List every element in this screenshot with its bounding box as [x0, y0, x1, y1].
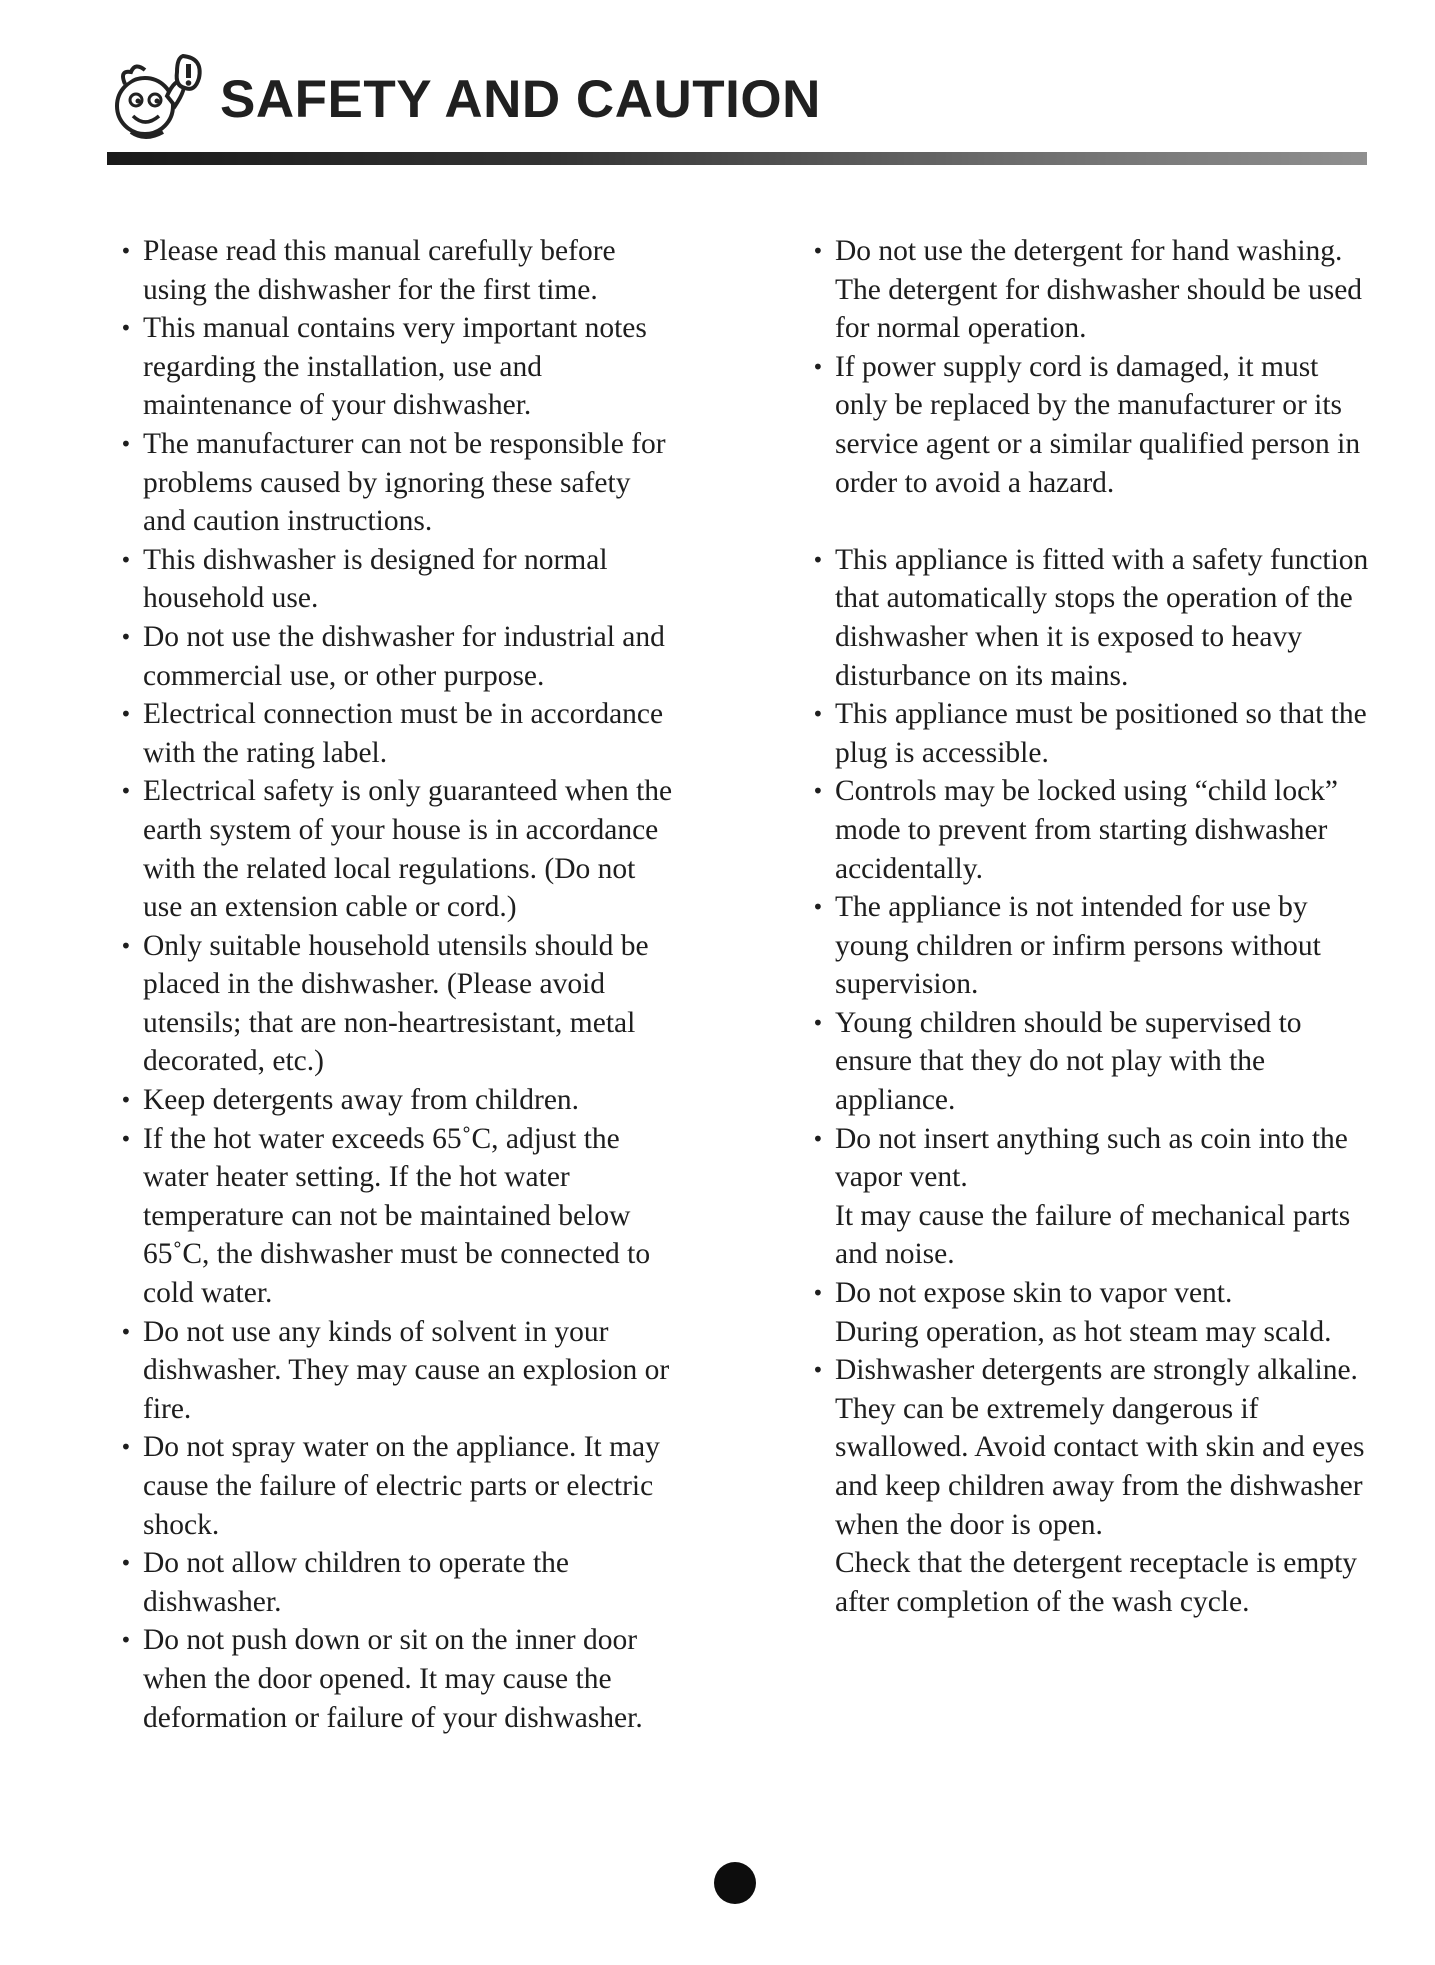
bullet-icon: • [812, 354, 824, 379]
bullet-icon: • [120, 1551, 132, 1576]
bullet-icon: • [812, 1281, 824, 1306]
safety-note-item [812, 888, 1372, 1004]
bullet-icon: • [120, 316, 132, 341]
safety-note-item [812, 1351, 1372, 1621]
bullet-icon: • [812, 239, 824, 263]
bullet-icon: • [120, 547, 132, 572]
safety-note-item [812, 1004, 1372, 1120]
safety-note-item [120, 1120, 680, 1313]
bullet-icon: • [120, 1319, 132, 1344]
safety-note-text: Do not use the dishwasher for industrial and commercial use, or other purpose. [143, 620, 665, 692]
safety-note-item [120, 695, 680, 772]
bullet-icon: • [812, 1126, 824, 1151]
left-column [120, 232, 680, 1737]
safety-note-text: This appliance must be positioned so that the plug is accessible. [835, 698, 1367, 769]
page-title: SAFETY AND CAUTION [220, 70, 821, 129]
bullet-icon: • [120, 431, 132, 456]
safety-note-text: The appliance is not intended for use by young children or infirm persons without supervision. [835, 891, 1321, 1001]
safety-note-text: Do not allow children to operate the dishwasher. [143, 1547, 569, 1618]
safety-note-text: Only suitable household utensils should be placed in the dishwasher. (Please avoid utensils; that are non-heartresistant, metal decorated, etc.) [143, 929, 649, 1078]
safety-note-detail: It may cause the failure of mechanical parts and noise. [835, 1199, 1351, 1271]
bullet-icon: • [812, 1010, 824, 1035]
safety-note-text: Do not spray water on the appliance. It may cause the failure of electric parts or electric shock. [143, 1431, 660, 1541]
safety-note-item [812, 772, 1372, 888]
bullet-icon: • [120, 779, 132, 804]
safety-note-item [120, 309, 680, 425]
safety-note-item [812, 1120, 1372, 1274]
safety-note-text: Young children should be supervised to ensure that they do not play with the appliance. [835, 1006, 1302, 1117]
title-divider [107, 152, 1367, 165]
left-safety-list [120, 232, 680, 1737]
safety-note-detail: The detergent for dishwasher should be used for normal operation. [835, 273, 1363, 345]
safety-note-text: Dishwasher detergents are strongly alkaline. They can be extremely dangerous if swallowed. Avoid contact with skin and eyes and keep children away from the dishwasher when the door is open. [835, 1354, 1365, 1541]
bullet-icon: • [120, 1628, 132, 1653]
safety-note-text: Do not insert anything such as coin into the vapor vent. [835, 1122, 1348, 1194]
safety-note-item [812, 1274, 1372, 1351]
safety-note-text: Do not use any kinds of solvent in your dishwasher. They may cause an explosion or fire. [143, 1315, 670, 1425]
safety-note-item [120, 1081, 680, 1120]
page-number-dot [714, 1862, 756, 1904]
bullet-icon: • [120, 1088, 132, 1113]
safety-note-text: The manufacturer can not be responsible for problems caused by ignoring these safety and caution instructions. [143, 427, 666, 538]
bullet-icon: • [120, 1435, 132, 1460]
bullet-icon: • [120, 702, 132, 727]
safety-note-text: If the hot water exceeds 65˚C, adjust the water heater setting. If the hot water temperature can not be maintained below 65˚C, the dishwasher must be connected to cold water. [143, 1122, 651, 1310]
bullet-icon: • [120, 239, 132, 263]
bullet-icon: • [812, 702, 824, 727]
bullet-icon: • [812, 547, 824, 572]
safety-note-item [120, 1544, 680, 1621]
safety-note-text: Controls may be locked using “child lock” mode to prevent from starting dishwasher accidentally. [835, 775, 1339, 885]
safety-note-text: Keep detergents away from children. [143, 1084, 580, 1117]
right-column [812, 232, 1372, 1621]
safety-note-item [812, 541, 1372, 695]
safety-note-item [812, 695, 1372, 772]
safety-note-text: This manual contains very important notes regarding the installation, use and maintenance of your dishwasher. [143, 312, 647, 422]
bullet-icon: • [812, 1358, 824, 1383]
safety-note-text: Do not push down or sit on the inner door when the door opened. It may cause the deformation or failure of your dishwasher. [143, 1624, 643, 1734]
right-safety-list [812, 232, 1372, 1621]
safety-note-text: Electrical safety is only guaranteed when the earth system of your house is in accordance with the related local regulations. (Do not use an extension cable or cord.) [143, 775, 673, 924]
bullet-icon: • [120, 624, 132, 649]
safety-note-text: This appliance is fitted with a safety function that automatically stops the operation of the dishwasher when it is exposed to heavy disturbance on its mains. [835, 543, 1369, 692]
cartoon-mascot-warning-icon [105, 48, 210, 143]
page-header [105, 48, 1365, 138]
safety-note-item [120, 1621, 680, 1737]
safety-note-item [120, 772, 680, 926]
safety-note-text: This dishwasher is designed for normal household use. [143, 543, 608, 615]
safety-note-text: Do not use the detergent for hand washing. [835, 235, 1343, 267]
safety-note-text: If power supply cord is damaged, it must only be replaced by the manufacturer or its service agent or a similar qualified person in order to avoid a hazard. [835, 350, 1361, 499]
safety-note-item [120, 618, 680, 695]
safety-note-detail: Check that the detergent receptacle is empty after completion of the wash cycle. [835, 1547, 1358, 1618]
bullet-icon: • [812, 895, 824, 920]
safety-note-text: Electrical connection must be in accordance with the rating label. [143, 698, 664, 769]
safety-note-item [120, 541, 680, 618]
safety-note-text: Please read this manual carefully before using the dishwasher for the first time. [143, 235, 616, 306]
bullet-icon: • [812, 779, 824, 804]
safety-note-item [812, 348, 1372, 502]
safety-note-item [120, 232, 680, 309]
bullet-icon: • [120, 1126, 132, 1151]
safety-note-item [812, 232, 1372, 348]
safety-note-item [120, 425, 680, 541]
safety-note-item [120, 927, 680, 1081]
safety-note-item [120, 1428, 680, 1544]
bullet-icon: • [120, 933, 132, 958]
safety-note-text: Do not expose skin to vapor vent. [835, 1277, 1233, 1310]
safety-note-item [120, 1313, 680, 1429]
safety-note-detail: During operation, as hot steam may scald. [835, 1315, 1332, 1348]
